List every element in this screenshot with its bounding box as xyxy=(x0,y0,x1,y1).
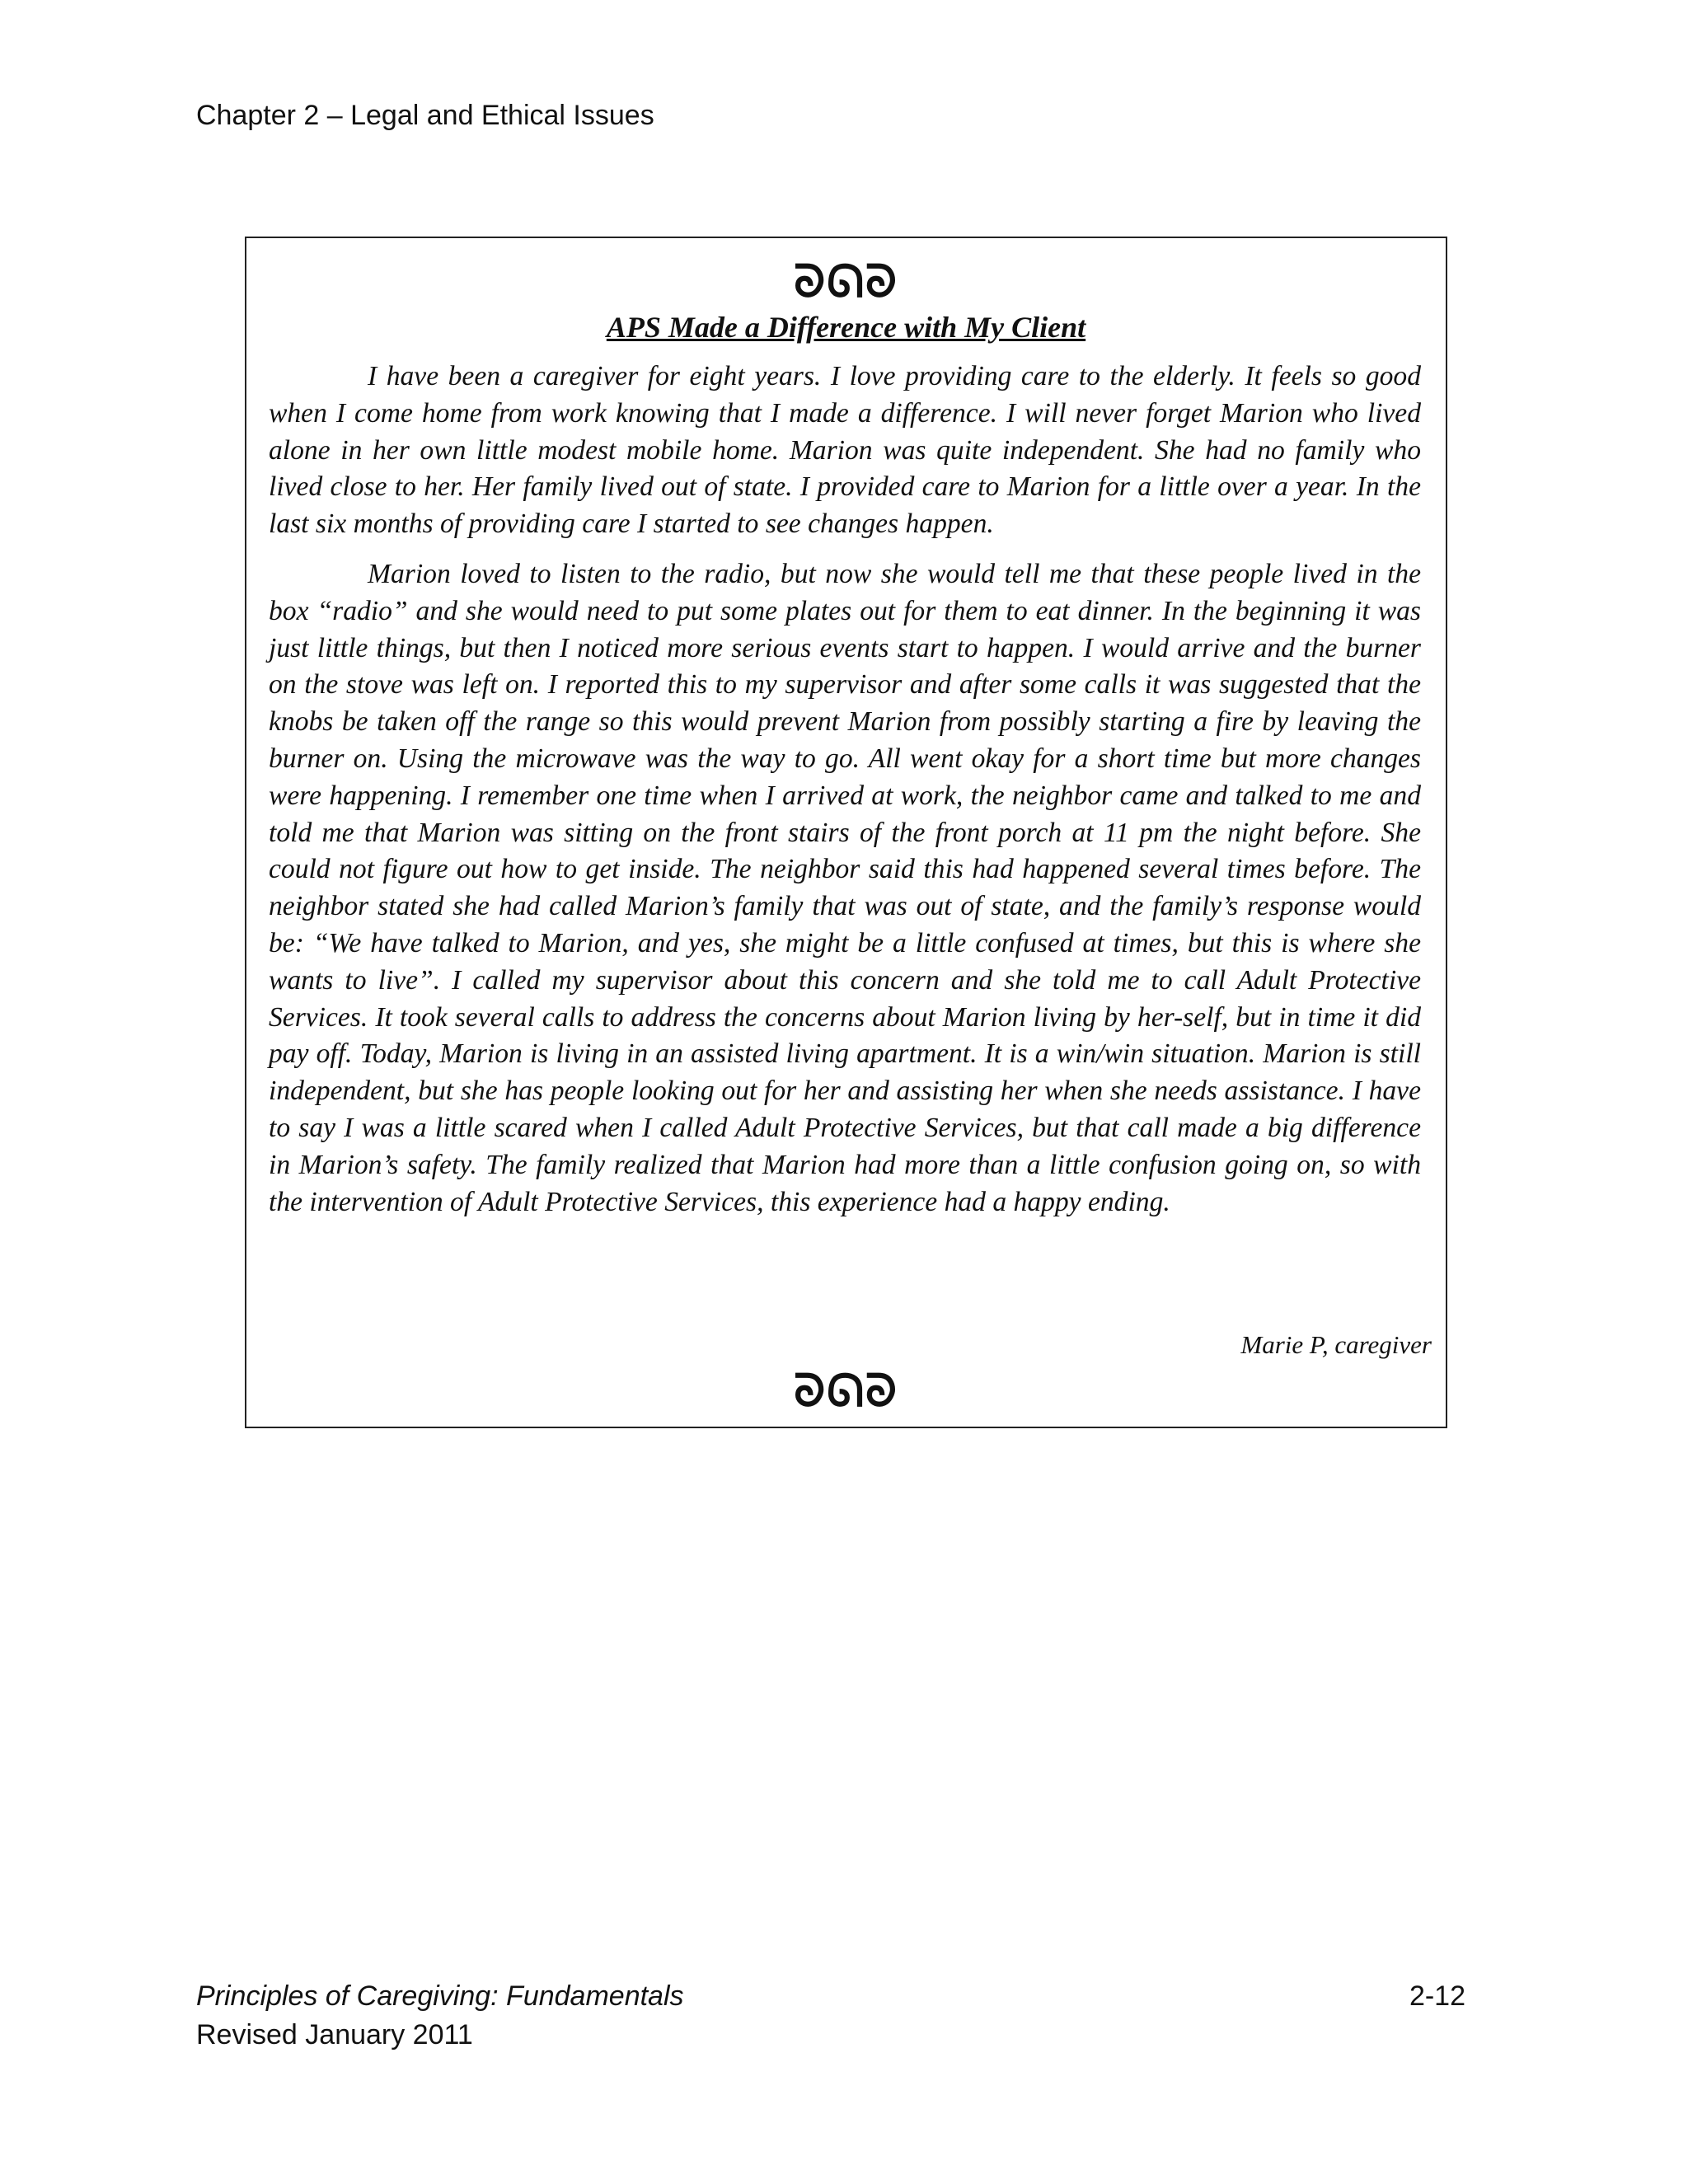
story-box xyxy=(245,237,1447,1428)
story-paragraph-1: I have been a caregiver for eight years. I love providing care to the elderly. It feels so good when I come home from work knowing that I made a difference. I will never forget Marion who lived alone in her own little modest mobile home. Marion was quite independent. She had no family who lived close to her. Her family lived out of state. I provided care to Marion for a little over a year. In the last six months of providing care I started to see changes happen. xyxy=(269,361,1421,540)
story-body xyxy=(269,359,1421,1234)
ornament-top-icon: ᘐᘏᘐ xyxy=(794,255,898,307)
footer-revised-date: Revised January 2011 xyxy=(196,2019,473,2050)
story-paragraph-2: Marion loved to listen to the radio, but now she would tell me that these people lived in the box “radio” and she would need to put some plates out for them to eat dinner. In the beginning it was just little things, but then I noticed more serious events start to happen. I would arrive and the burner on the stove was left on. I reported this to my supervisor and after some calls it was suggested that the knobs be taken off the range so this would prevent Marion from possibly starting a fire by leaving the burner on. Using the microwave was the way to go. All went okay for a short time but more changes were happening. I remember one time when I arrived at work, the neighbor came and talked to me and told me that Marion was sitting on the front stairs of the front porch at 11 pm the night before. She could not figure out how to get inside. The neighbor said this had happened several times before. The neighbor stated she had called Marion’s family that was out of state, and the family’s response would be: “We have talked to Marion, and yes, she might be a little confused at times, but this is where she wants to live”. I called my supervisor about this concern and she told me to call Adult Protective Services. It took several calls to address the concerns about Marion living by her-self, but in time it did pay off. Today, Marion is living in an assisted living apartment. It is a win/win situation. Marion is still independent, but she has people looking out for her and assisting her when she needs assistance. I have to say I was a little scared when I called Adult Protective Services, but that call made a big difference in Marion’s safety. The family realized that Marion had more than a little confusion going on, so with the intervention of Adult Protective Services, this experience had a happy ending. xyxy=(269,558,1421,1217)
footer-book-title: Principles of Caregiving: Fundamentals xyxy=(196,1980,684,2012)
story-signature: Marie P, caregiver xyxy=(1240,1330,1432,1359)
ornament-bottom-icon: ᘐᘏᘐ xyxy=(794,1364,898,1417)
page-number: 2-12 xyxy=(1409,1980,1465,2012)
story-title: APS Made a Difference with My Client xyxy=(606,311,1086,344)
chapter-header: Chapter 2 – Legal and Ethical Issues xyxy=(196,100,654,131)
